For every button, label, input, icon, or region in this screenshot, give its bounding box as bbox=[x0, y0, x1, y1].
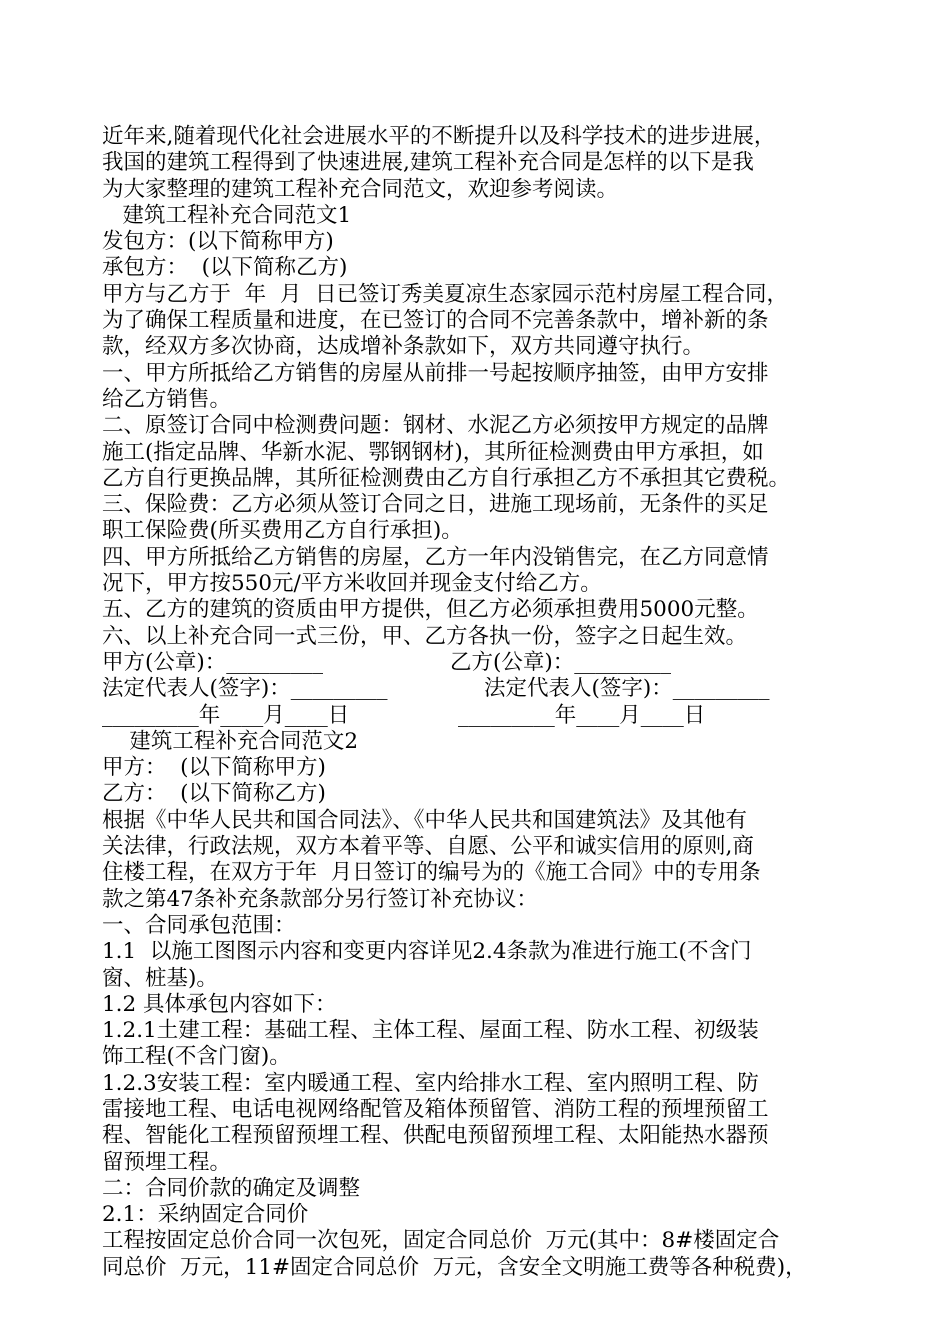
text-line: 工程按固定总价合同一次包死，固定合同总价 万元(其中：8#楼固定合 bbox=[102, 1228, 780, 1254]
section-heading-2: 建筑工程补充合同范文2 bbox=[102, 728, 359, 754]
text-line: 款，经双方多次协商，达成增补条款如下，双方共同遵守执行。 bbox=[102, 334, 705, 360]
text-line: 同总价 万元，11#固定合同总价 万元，含安全文明施工费等各种税费)， bbox=[102, 1254, 807, 1280]
text-line: 二：合同价款的确定及调整 bbox=[102, 1175, 361, 1201]
text-line: 近年来,随着现代化社会进展水平的不断提升以及科学技术的进步进展， bbox=[102, 124, 776, 149]
text-line: 一、甲方所抵给乙方销售的房屋从前排一号起按顺序抽签，由甲方安排 bbox=[102, 360, 769, 386]
text-line: 关法律，行政法规，双方本着平等、自愿、公平和诚实信用的原则,商 bbox=[102, 834, 754, 860]
party-b-seal-field: 乙方(公章)：_________ bbox=[450, 649, 672, 675]
document-body bbox=[102, 124, 862, 1281]
text-line: 承包方： (以下简称乙方) bbox=[102, 255, 348, 281]
text-line: 2.1：采纳固定合同价 bbox=[102, 1202, 309, 1228]
text-line: 一、合同承包范围： bbox=[102, 912, 296, 938]
party-a-seal-field: 甲方(公章)：_________ bbox=[102, 649, 324, 675]
text-line: 乙方： (以下简称乙方) bbox=[102, 781, 326, 807]
text-line: 我国的建筑工程得到了快速进展,建筑工程补充合同是怎样的以下是我 bbox=[102, 150, 754, 176]
text-line: 住楼工程，在双方于年 月日签订的编号为的《施工合同》中的专用条 bbox=[102, 860, 761, 886]
party-a-representative-field: 法定代表人(签字)：_________ bbox=[102, 676, 388, 702]
text-line: 二、原签订合同中检测费问题：钢材、水泥乙方必须按甲方规定的品牌 bbox=[102, 413, 769, 439]
text-line: 根据《中华人民共和国合同法》、《中华人民共和国建筑法》及其他有 bbox=[102, 807, 748, 833]
text-line: 五、乙方的建筑的资质由甲方提供，但乙方必须承担费用5000元整。 bbox=[102, 597, 759, 623]
text-line: 雷接地工程、电话电视网络配管及箱体预留管、消防工程的预埋预留工 bbox=[102, 1096, 769, 1122]
text-line: 1.2.1土建工程：基础工程、主体工程、屋面工程、防水工程、初级装 bbox=[102, 1018, 759, 1044]
section-heading-1: 建筑工程补充合同范文1 bbox=[102, 202, 352, 228]
text-line: 留预埋工程。 bbox=[102, 1149, 232, 1175]
text-line: 甲方： (以下简称甲方) bbox=[102, 755, 326, 781]
text-line: 三、保险费：乙方必须从签订合同之日，进施工现场前，无条件的买足 bbox=[102, 492, 769, 518]
party-b-date-field: _________年____月____日 bbox=[458, 702, 706, 728]
text-line: 施工(指定品牌、华新水泥、鄂钢钢材)，其所征检测费由甲方承担，如 bbox=[102, 439, 764, 465]
text-line: 为大家整理的建筑工程补充合同范文，欢迎参考阅读。 bbox=[102, 176, 619, 202]
text-line: 职工保险费(所买费用乙方自行承担)。 bbox=[102, 518, 463, 544]
text-line: 程、智能化工程预留预埋工程、供配电预留预埋工程、太阳能热水器预 bbox=[102, 1123, 769, 1149]
text-line: 1.2 具体承包内容如下： bbox=[102, 991, 337, 1017]
text-line: 六、以上补充合同一式三份，甲、乙方各执一份，签字之日起生效。 bbox=[102, 623, 748, 649]
text-line: 1.2.3安装工程：室内暖通工程、室内给排水工程、室内照明工程、防 bbox=[102, 1070, 759, 1096]
party-b-representative-field: 法定代表人(签字)：_________ bbox=[484, 676, 770, 702]
text-line: 四、甲方所抵给乙方销售的房屋，乙方一年内没销售完，在乙方同意情 bbox=[102, 544, 769, 570]
text-line: 乙方自行更换品牌，其所征检测费由乙方自行承担乙方不承担其它费税。 bbox=[102, 465, 791, 491]
text-line: 饰工程(不含门窗)。 bbox=[102, 1044, 291, 1070]
text-line: 给乙方销售。 bbox=[102, 386, 232, 412]
text-line: 1.1 以施工图图示内容和变更内容详见2.4条款为准进行施工(不含门 bbox=[102, 939, 752, 965]
signature-row-representative bbox=[102, 676, 862, 702]
text-line: 窗、桩基)。 bbox=[102, 965, 218, 991]
text-line: 发包方：(以下简称甲方) bbox=[102, 229, 334, 255]
text-line: 为了确保工程质量和进度，在已签订的合同不完善条款中，增补新的条 bbox=[102, 308, 769, 334]
text-line: 况下，甲方按550元/平方米收回并现金支付给乙方。 bbox=[102, 571, 602, 597]
text-line: 甲方与乙方于 年 月 日已签订秀美夏凉生态家园示范村房屋工程合同， bbox=[102, 281, 789, 307]
signature-row-date bbox=[102, 703, 862, 729]
text-line: 款之第47条补充条款部分另行签订补充协议： bbox=[102, 886, 538, 912]
party-a-date-field: _________年____月____日 bbox=[102, 702, 350, 728]
signature-row-seal bbox=[102, 650, 862, 676]
